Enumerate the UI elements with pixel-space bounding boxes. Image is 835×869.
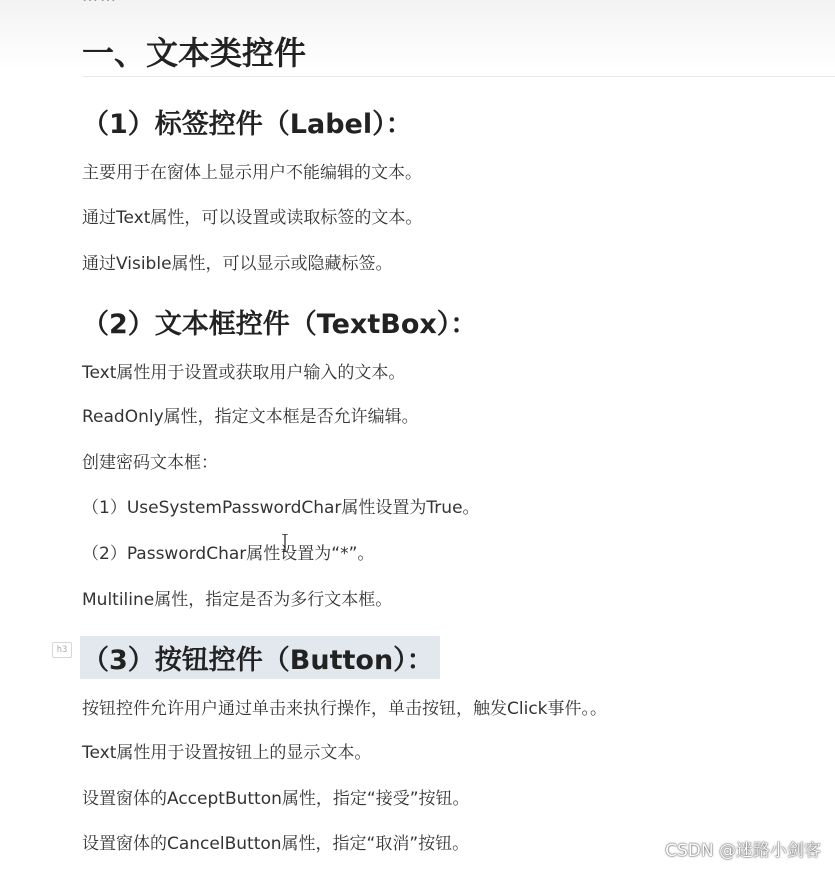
text-cursor-icon: [282, 534, 288, 552]
paragraph: 通过Visible属性，可以显示或隐藏标签。: [82, 254, 393, 274]
paragraph: 按钮控件允许用户通过单击来执行操作，单击按钮，触发Click事件。。: [82, 699, 608, 719]
paragraph: 创建密码文本框：: [82, 453, 218, 473]
paragraph: （1）UseSystemPasswordChar属性设置为True。: [82, 498, 480, 518]
paragraph: ReadOnly属性，指定文本框是否允许编辑。: [82, 407, 419, 427]
watermark: CSDN @迷路小剑客: [665, 841, 821, 861]
heading-level-badge[interactable]: h3: [52, 642, 72, 658]
paragraph: Text属性用于设置按钮上的显示文本。: [82, 743, 372, 763]
paragraph: 设置窗体的CancelButton属性，指定“取消”按钮。: [82, 834, 470, 854]
subsection-title-label: （1）标签控件（Label）：: [82, 109, 413, 140]
subsection-title-textbox: （2）文本框控件（TextBox）：: [82, 309, 478, 340]
paragraph: Multiline属性，指定是否为多行文本框。: [82, 590, 393, 610]
cut-off-previous-line: [82, 0, 382, 4]
section-title-divider: [82, 76, 835, 77]
paragraph: 通过Text属性，可以设置或读取标签的文本。: [82, 208, 423, 228]
paragraph: Text属性用于设置或获取用户输入的文本。: [82, 363, 406, 383]
subsection-title-button[interactable]: （3）按钮控件（Button）：: [80, 636, 440, 679]
paragraph: （2）PasswordChar属性设置为“*”。: [82, 544, 375, 564]
paragraph: 主要用于在窗体上显示用户不能编辑的文本。: [82, 163, 422, 183]
section-title: 一、文本类控件: [82, 34, 307, 72]
paragraph: 设置窗体的AcceptButton属性，指定“接受”按钮。: [82, 789, 470, 809]
